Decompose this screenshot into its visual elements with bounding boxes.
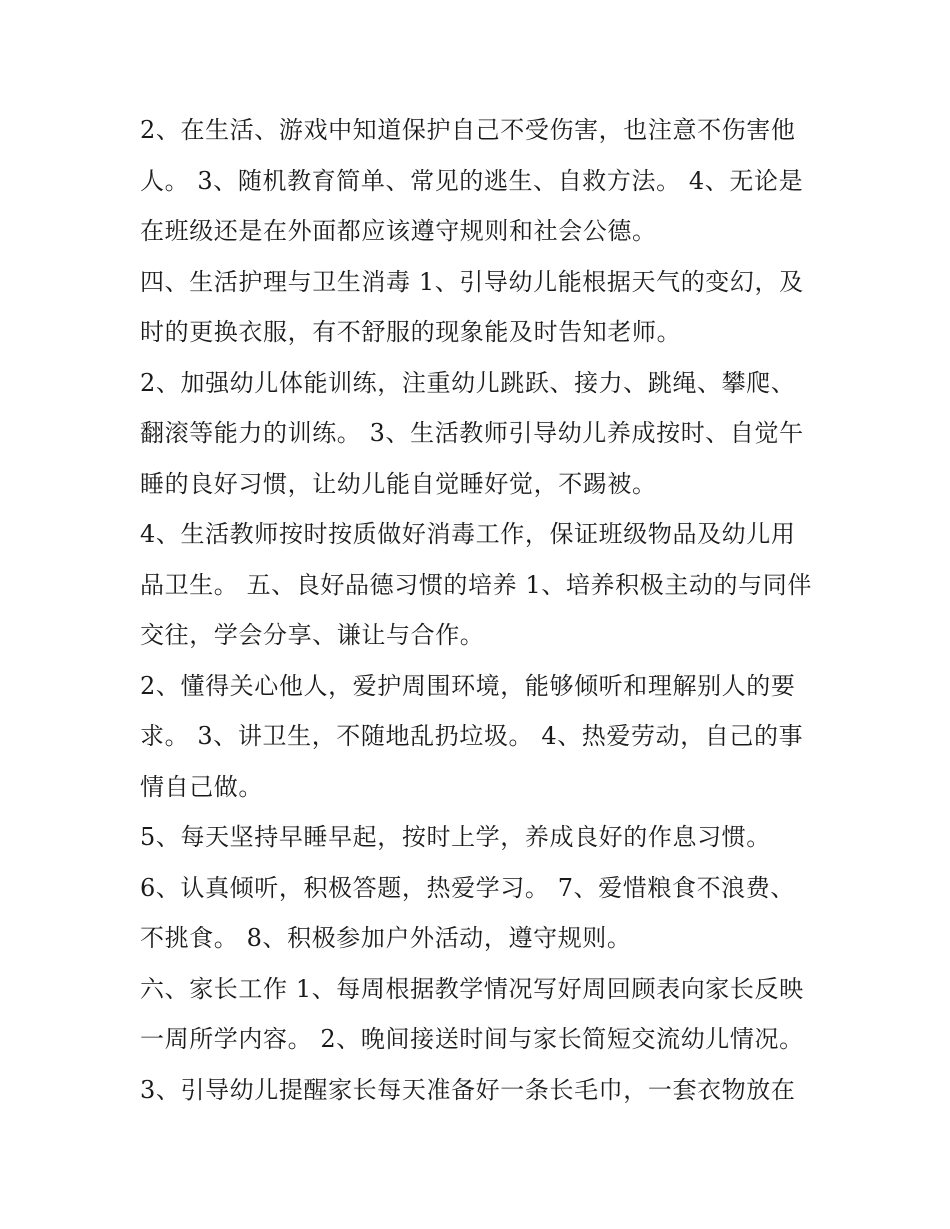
text-line: 翻滚等能力的训练。 3、生活教师引导幼儿养成按时、自觉午 xyxy=(140,419,804,447)
text-line: 交往，学会分享、谦让与合作。 xyxy=(140,621,485,649)
text-line: 2、在生活、游戏中知道保护自己不受伤害，也注意不伤害他 xyxy=(140,116,796,144)
text-line: 求。 3、讲卫生，不随地乱扔垃圾。 4、热爱劳动，自己的事 xyxy=(140,722,804,750)
text-line: 6、认真倾听，积极答题，热爱学习。 7、爱惜粮食不浪费、 xyxy=(140,873,795,902)
text-line: 2、加强幼儿体能训练，注重幼儿跳跃、接力、跳绳、攀爬、 xyxy=(140,368,796,397)
text-line: 情自己做。 xyxy=(140,772,263,801)
text-line: 3、引导幼儿提醒家长每天准备好一条长毛巾，一套衣物放在 xyxy=(140,1075,796,1104)
text-line: 六、家长工作 1、每周根据教学情况写好周回顾表向家长反映 xyxy=(140,974,804,1003)
text-line: 4、生活教师按时按质做好消毒工作，保证班级物品及幼儿用 xyxy=(140,520,796,548)
text-line: 5、每天坚持早睡早起，按时上学，养成良好的作息习惯。 xyxy=(140,823,771,851)
text-line: 人。 3、随机教育简单、常见的逃生、自救方法。 4、无论是 xyxy=(140,166,804,195)
text-line: 时的更换衣服，有不舒服的现象能及时告知老师。 xyxy=(140,318,682,346)
text-line: 在班级还是在外面都应该遵守规则和社会公德。 xyxy=(140,217,657,245)
text-line: 一周所学内容。 2、晚间接送时间与家长简短交流幼儿情况。 xyxy=(140,1025,804,1053)
text-line: 睡的良好习惯，让幼儿能自觉睡好觉，不踢被。 xyxy=(140,469,657,498)
text-line: 品卫生。 五、良好品德习惯的培养 1、培养积极主动的与同伴 xyxy=(140,570,812,599)
document-body xyxy=(140,105,810,1115)
text-line: 2、懂得关心他人，爱护周围环境，能够倾听和理解别人的要 xyxy=(140,671,796,700)
text-line: 不挑食。 8、积极参加户外活动，遵守规则。 xyxy=(140,924,632,952)
text-line: 四、生活护理与卫生消毒 1、引导幼儿能根据天气的变幻，及 xyxy=(140,267,804,296)
